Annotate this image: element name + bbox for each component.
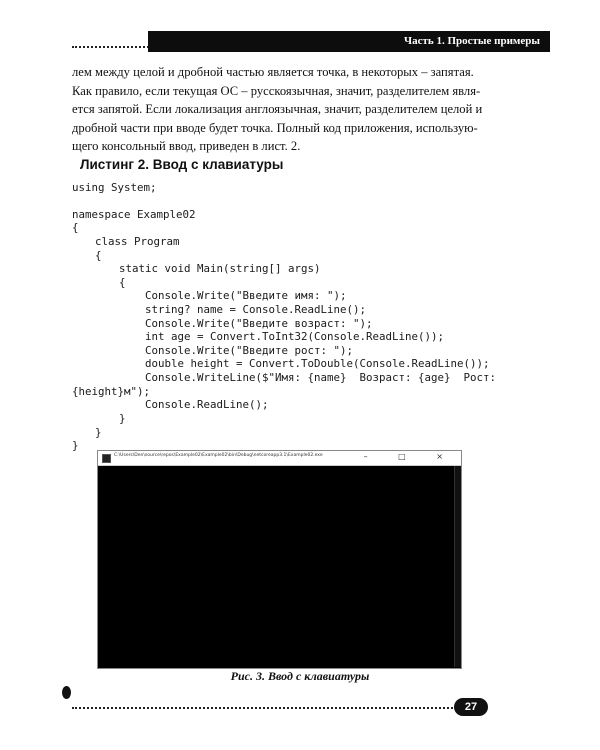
header-dotted-rule (72, 46, 152, 48)
code-line: static void Main(string[] args) (119, 262, 321, 275)
footer-dotted-rule (72, 707, 457, 709)
code-line: Console.Write("Введите рост: "); (145, 344, 354, 357)
code-line: Console.Write("Введите возраст: "); (145, 317, 373, 330)
code-line: { (95, 249, 102, 262)
code-line: using System; (72, 181, 157, 194)
console-scrollbar (454, 466, 461, 667)
code-line: } (72, 439, 79, 452)
paragraph-line: дробной части при вводе будет точка. Полный код приложения, использую- (72, 120, 478, 135)
code-line: Console.WriteLine($"Имя: {name} Возраст: {age} Рост: (145, 371, 497, 384)
code-line: } (119, 412, 126, 425)
paragraph-line: лем между целой и дробной частью является точка, в некоторых – запятая. (72, 65, 474, 79)
code-line: } (95, 426, 102, 439)
page-number-badge: 27 (454, 698, 488, 716)
paragraph-line: Как правило, если текущая ОС – русскоязычная, значит, разделителем явля- (72, 83, 481, 98)
console-window-screenshot (97, 450, 462, 669)
paragraph-line: ется запятой. Если локализация англоязычная, значит, разделителем целой и (72, 102, 483, 116)
code-line: double height = Convert.ToDouble(Console.ReadLine()); (145, 357, 490, 370)
paragraph-line: щего консольный ввод, приведен в лист. 2. (72, 139, 301, 153)
console-titlebar (98, 451, 461, 466)
ink-mark (62, 686, 71, 699)
code-line: string? name = Console.ReadLine(); (145, 303, 367, 316)
figure-caption: Рис. 3. Ввод с клавиатуры (230, 669, 370, 683)
console-app-icon (102, 454, 111, 463)
console-title-path: C:\Users\Den\source\repos\Example02\Example02\bin\Debug\netcoreapp3.1\Example02.exe (114, 453, 323, 458)
code-line: { (119, 276, 126, 289)
running-header: Часть 1. Простые примеры (148, 31, 550, 52)
listing-title: Листинг 2. Ввод с клавиатуры (80, 157, 284, 172)
code-line: {height}м"); (72, 385, 151, 398)
code-line: int age = Convert.ToInt32(Console.ReadLine()); (145, 330, 445, 343)
code-line: Console.Write("Введите имя: "); (145, 289, 347, 302)
window-controls: – □ × (363, 452, 457, 461)
code-line: { (72, 221, 79, 234)
code-line: class Program (95, 235, 180, 248)
body-paragraph (72, 63, 554, 156)
code-line: namespace Example02 (72, 208, 196, 221)
code-line: Console.ReadLine(); (145, 398, 269, 411)
